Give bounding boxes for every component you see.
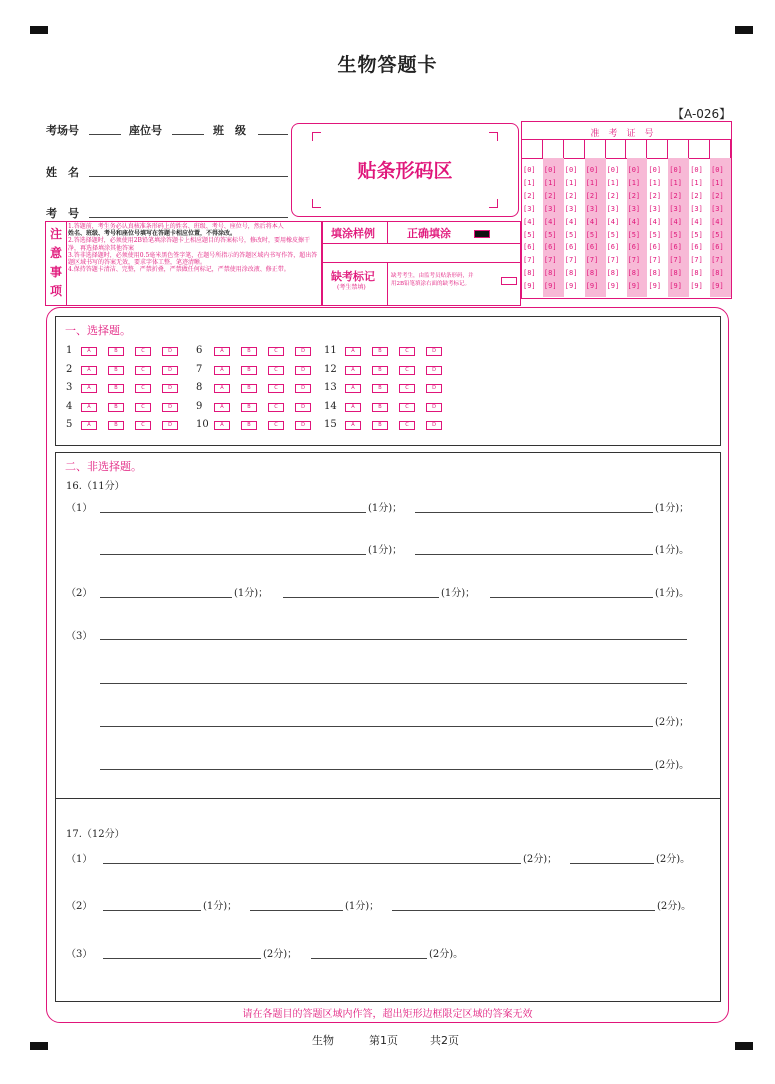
answer-bubble[interactable]: B: [372, 366, 388, 375]
admission-digit-bubble[interactable]: [8]: [669, 269, 682, 278]
notice-line: 1.答题前，考生务必认真核准条形码上的姓名、班级、考号、座位号，然后将本人: [68, 223, 284, 230]
admission-write-row: [522, 139, 731, 159]
admission-digit-bubble[interactable]: [9]: [523, 282, 536, 291]
admission-digit-bubble[interactable]: [0]: [585, 166, 599, 174]
answer-bubble[interactable]: A: [81, 347, 97, 356]
admission-write-cell[interactable]: [543, 140, 564, 158]
registration-mark-bottom-left: [30, 1042, 48, 1050]
admission-digit-bubble[interactable]: [4]: [564, 217, 578, 226]
answer-bubble[interactable]: C: [268, 403, 284, 412]
q17-heading: 17.（12分）: [66, 829, 125, 840]
admission-digit-bubble[interactable]: [7]: [523, 256, 536, 265]
answer-bubble[interactable]: A: [81, 403, 97, 412]
admission-digit-bubble[interactable]: [3]: [690, 204, 703, 213]
q16-score: (1分)。: [655, 588, 690, 599]
q17-part2-label: （2）: [66, 901, 93, 912]
fill-sample-label: 填涂样例: [331, 227, 375, 240]
q17-score: (2分)。: [429, 949, 464, 960]
answer-bubble[interactable]: D: [162, 384, 178, 393]
answer-bubble[interactable]: A: [345, 384, 361, 393]
admission-write-cell[interactable]: [710, 140, 731, 158]
admission-digit-bubble[interactable]: [5]: [523, 230, 536, 239]
admission-write-cell[interactable]: [647, 140, 668, 158]
q17-score: (2分)；: [523, 854, 558, 865]
admission-digit-bubble[interactable]: [5]: [690, 230, 703, 239]
q16-part1-label: （1）: [66, 503, 93, 514]
q17-score: (2分)。: [656, 854, 691, 865]
answer-bubble[interactable]: C: [399, 347, 415, 356]
answer-bubble[interactable]: A: [81, 384, 97, 393]
admission-digit-bubble[interactable]: [2]: [585, 191, 599, 200]
footer-page-current: 第1页: [369, 1034, 398, 1047]
question-number: 4: [66, 400, 73, 412]
question-number: 10: [196, 419, 209, 431]
answer-bubble[interactable]: C: [135, 421, 151, 430]
admission-digit-bubble[interactable]: [1]: [690, 178, 703, 187]
footer-subject: 生物: [312, 1034, 334, 1047]
question-number: 15: [324, 419, 337, 431]
admission-digit-bubble[interactable]: [7]: [669, 256, 682, 265]
answer-bubble[interactable]: D: [295, 403, 311, 412]
admission-digit-bubble[interactable]: [8]: [606, 269, 620, 278]
q17-answer-line[interactable]: [250, 910, 343, 911]
admission-digit-bubble[interactable]: [0]: [543, 166, 557, 174]
admission-digit-bubble[interactable]: [5]: [543, 230, 557, 239]
admission-write-cell[interactable]: [522, 140, 543, 158]
admission-digit-bubble[interactable]: [3]: [564, 204, 578, 213]
corner-mark: [489, 132, 498, 141]
q16-part2-label: （2）: [66, 588, 93, 599]
admission-digit-bubble[interactable]: [1]: [523, 178, 536, 187]
nonchoice-title: 二、非选择题。: [65, 460, 142, 473]
q16-answer-line[interactable]: [100, 639, 687, 640]
name-field[interactable]: [89, 176, 288, 177]
answer-bubble[interactable]: C: [135, 384, 151, 393]
answer-bubble[interactable]: A: [214, 421, 230, 430]
admission-digit-bubble[interactable]: [9]: [690, 282, 703, 291]
q16-answer-line[interactable]: [415, 554, 653, 555]
answer-bubble[interactable]: A: [81, 421, 97, 430]
answer-bubble[interactable]: B: [372, 421, 388, 430]
admission-write-cell[interactable]: [585, 140, 606, 158]
answer-bubble[interactable]: B: [372, 347, 388, 356]
question-number: 1: [66, 345, 73, 356]
answer-bubble[interactable]: A: [345, 421, 361, 430]
answer-bubble[interactable]: B: [372, 403, 388, 412]
admission-digit-bubble[interactable]: [9]: [585, 282, 599, 291]
admission-digit-bubble[interactable]: [6]: [585, 243, 599, 252]
admission-digit-bubble[interactable]: [4]: [627, 217, 641, 226]
admission-digit-bubble[interactable]: [4]: [669, 217, 682, 226]
corner-mark: [312, 199, 321, 208]
answer-bubble[interactable]: A: [214, 384, 230, 393]
admission-digit-bubble[interactable]: [9]: [606, 282, 620, 291]
sample-divider: [323, 262, 520, 263]
answer-bubble[interactable]: D: [162, 366, 178, 375]
q16-score: (1分)。: [655, 545, 690, 556]
notice-char: 意: [50, 246, 63, 260]
notice-char: 注: [50, 227, 63, 241]
answer-bubble[interactable]: B: [241, 403, 257, 412]
admission-digit-bubble[interactable]: [4]: [585, 217, 599, 226]
question-number: 11: [324, 345, 337, 356]
admission-digit-bubble[interactable]: [6]: [627, 243, 641, 252]
admission-digit-bubble[interactable]: [2]: [711, 191, 724, 200]
admission-digit-bubble[interactable]: [8]: [585, 269, 599, 278]
q16-score: (1分)；: [655, 503, 690, 514]
registration-mark-bottom-right: [735, 1042, 753, 1050]
seat-field[interactable]: [172, 134, 204, 135]
admission-digit-bubble[interactable]: [6]: [711, 243, 724, 252]
admission-digit-bubble[interactable]: [4]: [648, 217, 662, 226]
answer-bubble[interactable]: C: [135, 366, 151, 375]
answer-bubble[interactable]: B: [108, 384, 124, 393]
answer-bubble[interactable]: A: [345, 403, 361, 412]
answer-bubble[interactable]: D: [426, 347, 442, 356]
footer-warning: 请在各题目的答题区域内作答，超出矩形边框限定区域的答案无效: [242, 1009, 533, 1020]
admission-digit-bubble[interactable]: [2]: [543, 191, 557, 200]
admission-digit-bubble[interactable]: [0]: [669, 166, 682, 174]
answer-bubble[interactable]: C: [399, 403, 415, 412]
question-number: 5: [66, 419, 73, 431]
admission-digit-bubble[interactable]: [5]: [669, 230, 682, 239]
admission-digit-bubble[interactable]: [1]: [564, 178, 578, 187]
sample-divider: [323, 243, 520, 244]
admission-digit-bubble[interactable]: [4]: [606, 217, 620, 226]
answer-bubble[interactable]: D: [426, 366, 442, 375]
q17-score: (2分)。: [657, 901, 692, 912]
answer-bubble[interactable]: A: [214, 366, 230, 375]
q17-answer-line[interactable]: [570, 863, 654, 864]
admission-digit-bubble[interactable]: [3]: [585, 204, 599, 213]
answer-bubble[interactable]: C: [135, 347, 151, 356]
admission-digit-bubble[interactable]: [9]: [627, 282, 641, 291]
admission-digit-bubble[interactable]: [1]: [627, 178, 641, 187]
seat-label: 座位号: [129, 124, 162, 137]
barcode-area: [291, 123, 519, 217]
correct-fill-label: 正确填涂: [407, 227, 451, 240]
notice-line-emphasis: 姓名、班级、考号和座位号填写在答题卡相应位置，不得涂改。: [68, 230, 237, 238]
exam-no-field[interactable]: [89, 217, 288, 218]
answer-bubble[interactable]: A: [345, 366, 361, 375]
admission-digit-bubble[interactable]: [8]: [627, 269, 641, 278]
question-number: 8: [196, 382, 203, 394]
q17-part3-label: （3）: [66, 949, 93, 960]
admission-digit-bubble[interactable]: [3]: [648, 204, 662, 213]
q17-score: (1分)；: [203, 901, 238, 912]
admission-digit-bubble[interactable]: [7]: [606, 256, 620, 265]
admission-digit-bubble[interactable]: [6]: [543, 243, 557, 252]
answer-bubble[interactable]: D: [295, 347, 311, 356]
admission-title: 准考证号: [590, 129, 663, 139]
admission-digit-bubble[interactable]: [3]: [523, 204, 536, 213]
admission-digit-bubble[interactable]: [5]: [564, 230, 578, 239]
admission-digit-bubble[interactable]: [5]: [648, 230, 662, 239]
admission-digit-bubble[interactable]: [5]: [627, 230, 641, 239]
absent-desc: 用2B铅笔填涂右面的缺考标记。: [391, 281, 471, 287]
q16-part3-label: （3）: [66, 631, 93, 642]
answer-bubble[interactable]: B: [108, 366, 124, 375]
corner-mark: [312, 132, 321, 141]
admission-digit-bubble[interactable]: [1]: [669, 178, 682, 187]
answer-bubble[interactable]: A: [214, 347, 230, 356]
admission-digit-bubble[interactable]: [1]: [585, 178, 599, 187]
answer-bubble[interactable]: B: [241, 366, 257, 375]
admission-digit-bubble[interactable]: [3]: [669, 204, 682, 213]
q16-answer-line[interactable]: [100, 726, 653, 727]
admission-digit-bubble[interactable]: [0]: [711, 166, 724, 174]
absent-desc: 缺考考生，由监考员贴条形码，并: [391, 273, 474, 279]
admission-digit-bubble[interactable]: [7]: [543, 256, 557, 265]
question-number: 3: [66, 382, 73, 394]
nonchoice-section: [55, 452, 721, 1002]
admission-digit-bubble[interactable]: [5]: [711, 230, 724, 239]
q16-answer-line[interactable]: [100, 554, 366, 555]
answer-bubble[interactable]: B: [372, 384, 388, 393]
admission-write-cell[interactable]: [668, 140, 689, 158]
q16-score: (1分)；: [368, 503, 403, 514]
q17-score: (2分)；: [263, 949, 298, 960]
admission-digit-bubble[interactable]: [2]: [669, 191, 682, 200]
corner-mark: [489, 199, 498, 208]
q17-answer-line[interactable]: [392, 910, 655, 911]
admission-digit-bubble[interactable]: [7]: [648, 256, 662, 265]
answer-bubble[interactable]: D: [295, 384, 311, 393]
admission-digit-bubble[interactable]: [1]: [648, 178, 662, 187]
answer-bubble[interactable]: C: [268, 421, 284, 430]
footer-page-total: 共2页: [430, 1034, 459, 1047]
answer-bubble[interactable]: B: [108, 403, 124, 412]
q16-score: (1分)；: [441, 588, 476, 599]
admission-digit-bubble[interactable]: [7]: [711, 256, 724, 265]
exam-room-label: 考场号: [46, 124, 79, 137]
admission-digit-bubble[interactable]: [7]: [585, 256, 599, 265]
question-number: 7: [196, 363, 203, 375]
admission-digit-bubble[interactable]: [4]: [690, 217, 703, 226]
admission-digit-bubble[interactable]: [1]: [543, 178, 557, 187]
admission-digit-bubble[interactable]: [1]: [711, 178, 724, 187]
admission-write-cell[interactable]: [626, 140, 647, 158]
q16-score: (1分)；: [234, 588, 269, 599]
q17-part1-label: （1）: [66, 854, 93, 865]
admission-digit-bubble[interactable]: [7]: [627, 256, 641, 265]
admission-digit-bubble[interactable]: [2]: [627, 191, 641, 200]
q17-answer-line[interactable]: [311, 958, 427, 959]
sample-divider: [387, 262, 388, 305]
answer-bubble[interactable]: D: [426, 403, 442, 412]
paper-code: 【A-026】: [672, 107, 732, 121]
exam-room-field[interactable]: [89, 134, 121, 135]
admission-write-cell[interactable]: [606, 140, 627, 158]
answer-bubble[interactable]: C: [399, 384, 415, 393]
answer-bubble[interactable]: A: [345, 347, 361, 356]
admission-write-cell[interactable]: [564, 140, 585, 158]
admission-digit-bubble[interactable]: [9]: [564, 282, 578, 291]
admission-digit-bubble[interactable]: [8]: [564, 269, 578, 278]
exam-no-label: 考 号: [46, 207, 79, 220]
admission-digit-bubble[interactable]: [2]: [690, 191, 703, 200]
registration-mark-top-left: [30, 26, 48, 34]
q16-answer-line[interactable]: [100, 683, 687, 684]
admission-digit-bubble[interactable]: [8]: [543, 269, 557, 278]
q16-heading: 16.（11分）: [66, 481, 125, 492]
class-label: 班 级: [213, 124, 246, 137]
answer-bubble[interactable]: D: [426, 384, 442, 393]
admission-digit-bubble[interactable]: [3]: [711, 204, 724, 213]
answer-bubble[interactable]: D: [162, 347, 178, 356]
absent-checkbox[interactable]: [501, 277, 517, 285]
admission-digit-bubble[interactable]: [6]: [669, 243, 682, 252]
answer-bubble[interactable]: B: [108, 347, 124, 356]
notice-line: 4.保持答题卡清洁、完整，严禁折叠，严禁做任何标记，严禁使用涂改液、修正带。: [68, 266, 290, 274]
admission-digit-bubble[interactable]: [7]: [564, 256, 578, 265]
admission-digit-bubble[interactable]: [7]: [690, 256, 703, 265]
question-number: 9: [196, 400, 203, 412]
answer-bubble[interactable]: D: [162, 421, 178, 430]
notice-box: [45, 221, 322, 306]
answer-bubble[interactable]: B: [241, 384, 257, 393]
q16-answer-line[interactable]: [100, 769, 653, 770]
choice-section: [55, 316, 721, 446]
admission-digit-bubble[interactable]: [8]: [648, 269, 662, 278]
admission-digit-bubble[interactable]: [5]: [606, 230, 620, 239]
admission-digit-bubble[interactable]: [0]: [648, 166, 662, 174]
question-number: 2: [66, 363, 73, 375]
sample-divider: [387, 222, 388, 243]
q16-answer-line[interactable]: [490, 597, 653, 598]
answer-bubble[interactable]: D: [295, 366, 311, 375]
admission-digit-bubble[interactable]: [6]: [523, 243, 536, 252]
admission-digit-bubble[interactable]: [0]: [627, 166, 641, 174]
admission-digit-bubble[interactable]: [4]: [543, 217, 557, 226]
admission-digit-bubble[interactable]: [6]: [648, 243, 662, 252]
answer-bubble[interactable]: C: [268, 366, 284, 375]
q17-answer-line[interactable]: [103, 958, 261, 959]
question-number: 14: [324, 400, 337, 412]
q16-answer-line[interactable]: [415, 512, 653, 513]
answer-bubble[interactable]: A: [214, 403, 230, 412]
fill-sample-box: [322, 221, 521, 306]
admission-digit-bubble[interactable]: [6]: [690, 243, 703, 252]
answer-bubble[interactable]: C: [399, 366, 415, 375]
admission-digit-bubble[interactable]: [1]: [606, 178, 620, 187]
admission-digit-bubble[interactable]: [3]: [606, 204, 620, 213]
notice-side-label: [46, 222, 67, 305]
q16-answer-line[interactable]: [100, 597, 232, 598]
correct-fill-mark: [474, 230, 490, 238]
admission-digit-bubble[interactable]: [2]: [648, 191, 662, 200]
absent-mark-note: (考生禁填): [337, 284, 366, 291]
section-divider: [55, 798, 721, 799]
admission-digit-bubble[interactable]: [6]: [564, 243, 578, 252]
absent-mark-label: 缺考标记: [331, 270, 375, 283]
choice-title: 一、选择题。: [65, 324, 131, 337]
q16-score: (1分)；: [368, 545, 403, 556]
q16-answer-line[interactable]: [283, 597, 439, 598]
admission-digit-bubble[interactable]: [6]: [606, 243, 620, 252]
admission-digit-bubble[interactable]: [0]: [564, 166, 578, 174]
q16-score: (2分)；: [655, 717, 690, 728]
notice-text: [68, 223, 320, 273]
admission-digit-bubble[interactable]: [3]: [543, 204, 557, 213]
answer-bubble[interactable]: B: [108, 421, 124, 430]
answer-bubble[interactable]: D: [426, 421, 442, 430]
admission-digit-bubble[interactable]: [9]: [543, 282, 557, 291]
admission-digit-bubble[interactable]: [0]: [606, 166, 620, 174]
admission-write-cell[interactable]: [689, 140, 710, 158]
registration-mark-top-right: [735, 26, 753, 34]
q17-answer-line[interactable]: [103, 910, 201, 911]
admission-digit-bubble[interactable]: [8]: [523, 269, 536, 278]
answer-bubble[interactable]: D: [295, 421, 311, 430]
admission-digit-bubble[interactable]: [9]: [669, 282, 682, 291]
question-number: 12: [324, 363, 337, 375]
notice-char: 项: [50, 284, 63, 298]
q16-score: (2分)。: [655, 760, 690, 771]
answer-bubble[interactable]: C: [399, 421, 415, 430]
admission-digit-bubble[interactable]: [9]: [648, 282, 662, 291]
answer-bubble[interactable]: B: [241, 421, 257, 430]
name-label: 姓 名: [46, 166, 79, 179]
admission-digit-bubble[interactable]: [9]: [711, 282, 724, 291]
admission-digit-bubble[interactable]: [2]: [523, 191, 536, 200]
question-number: 13: [324, 382, 337, 394]
admission-digit-bubble[interactable]: [0]: [523, 166, 536, 174]
admission-digit-bubble[interactable]: [5]: [585, 230, 599, 239]
admission-digit-bubble[interactable]: [4]: [711, 217, 724, 226]
answer-bubble[interactable]: D: [162, 403, 178, 412]
admission-digit-bubble[interactable]: [0]: [690, 166, 703, 174]
admission-digit-bubble[interactable]: [8]: [690, 269, 703, 278]
question-number: 6: [196, 345, 203, 356]
barcode-label: 贴条形码区: [357, 160, 453, 182]
admission-digit-bubble[interactable]: [3]: [627, 204, 641, 213]
answer-bubble[interactable]: C: [268, 347, 284, 356]
admission-digit-bubble[interactable]: [4]: [523, 217, 536, 226]
q16-answer-line[interactable]: [100, 512, 366, 513]
answer-bubble[interactable]: C: [268, 384, 284, 393]
notice-line: 3.答非选择题时，必须使用0.5毫米黑色签字笔，在题号所指示的答题区域内书写作答，超出答题区域书写的答案无效，要求字体工整，笔迹清晰。: [68, 251, 318, 267]
class-field[interactable]: [258, 134, 288, 135]
answer-bubble[interactable]: B: [241, 347, 257, 356]
page-title: 生物答题卡: [337, 54, 438, 76]
admission-digit-bubble[interactable]: [2]: [606, 191, 620, 200]
q17-score: (1分)；: [345, 901, 380, 912]
admission-digit-bubble[interactable]: [2]: [564, 191, 578, 200]
admission-number-grid: [521, 121, 732, 299]
answer-bubble[interactable]: C: [135, 403, 151, 412]
answer-bubble[interactable]: A: [81, 366, 97, 375]
notice-char: 事: [50, 265, 63, 279]
notice-line: 2.答选择题时，必须使用2B铅笔填涂答题卡上相应题目的答案标号，修改时，要用橡皮擦干净，再选择填涂其他答案: [68, 237, 310, 252]
q17-answer-line[interactable]: [103, 863, 521, 864]
admission-digit-bubble[interactable]: [8]: [711, 269, 724, 278]
